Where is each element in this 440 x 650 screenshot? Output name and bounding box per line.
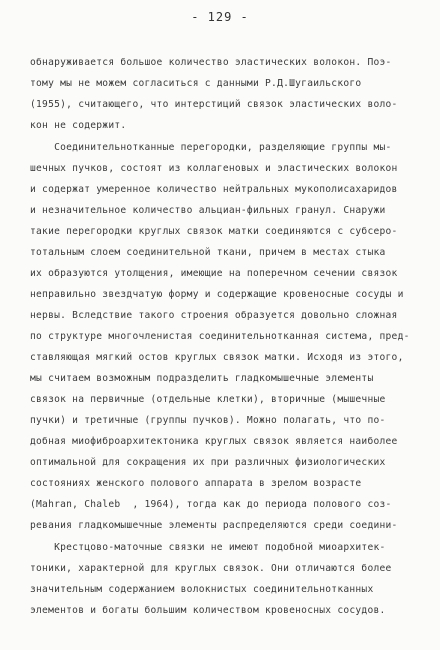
paragraph-2 [30,137,420,536]
text-line: тому мы не можем согласиться с данными Р.Д.Шугаильского [30,78,362,89]
page-number: - 129 - [191,10,249,24]
text-line: шечных пучков, состоят из коллагеновых и эластических волокон [30,163,398,174]
text-line: тотальным слоем соединительной ткани, причем в местах стыка [30,247,386,258]
text-line: такие перегородки круглых связок матки соединяются с субсеро- [30,226,398,237]
text-line: ревания гладкомышечные элементы распределяются среди соедини- [30,520,398,531]
text-line: мы считаем возможным подразделить гладкомышечные элементы [30,373,374,384]
text-line: кон не содержит. [30,120,127,131]
text-line: добная миофиброархитектоника круглых связок является наиболее [30,436,398,447]
text-line: и содержат умеренное количество нейтральных мукополисахаридов [30,184,398,195]
paragraph-1 [30,52,420,136]
text-line: Крестцово-маточные связки не имеют подобной миоархитек- [30,542,386,553]
text-line: Соединительнотканные перегородки, разделяющие группы мы- [30,142,392,153]
text-line: и незначительное количество альциан-фильных гранул. Снаружи [30,205,386,216]
text-line: (Mahran, Chaleb , 1964), тогда как до периода полового соз- [30,499,392,510]
text-line: нервы. Вследствие такого строения образуется довольно сложная [30,310,398,321]
text-line: их образуются утолщения, имеющие на поперечном сечении связок [30,268,398,279]
text-line: связок на первичные (отдельные клетки), вторичные (мышечные [30,394,386,405]
text-line: (1955), считающего, что интерстиций связок эластических воло- [30,99,398,110]
text-line: неправильно звездчатую форму и содержащие кровеносные сосуды и [30,289,404,300]
text-line: обнаруживается большое количество эластических волокон. Поэ- [30,57,392,68]
text-line: значительным содержанием волокнистых соединительнотканных [30,584,374,595]
text-line: состояниях женского полового аппарата в зрелом возрасте [30,478,362,489]
text-line: тоники, характерной для круглых связок. Они отличаются более [30,563,392,574]
text-line: по структуре многочленистая соединительнотканная система, пред- [30,331,410,342]
text-line: ставляющая мягкий остов круглых связок матки. Исходя из этого, [30,352,404,363]
text-line: элементов и богаты большим количеством кровеносных сосудов. [30,605,386,616]
text-line: пучки) и третичные (группы пучков). Можно полагать, что по- [30,415,386,426]
paragraph-3 [30,537,420,621]
text-line: оптимальной для сокращения их при различных физиологических [30,457,386,468]
